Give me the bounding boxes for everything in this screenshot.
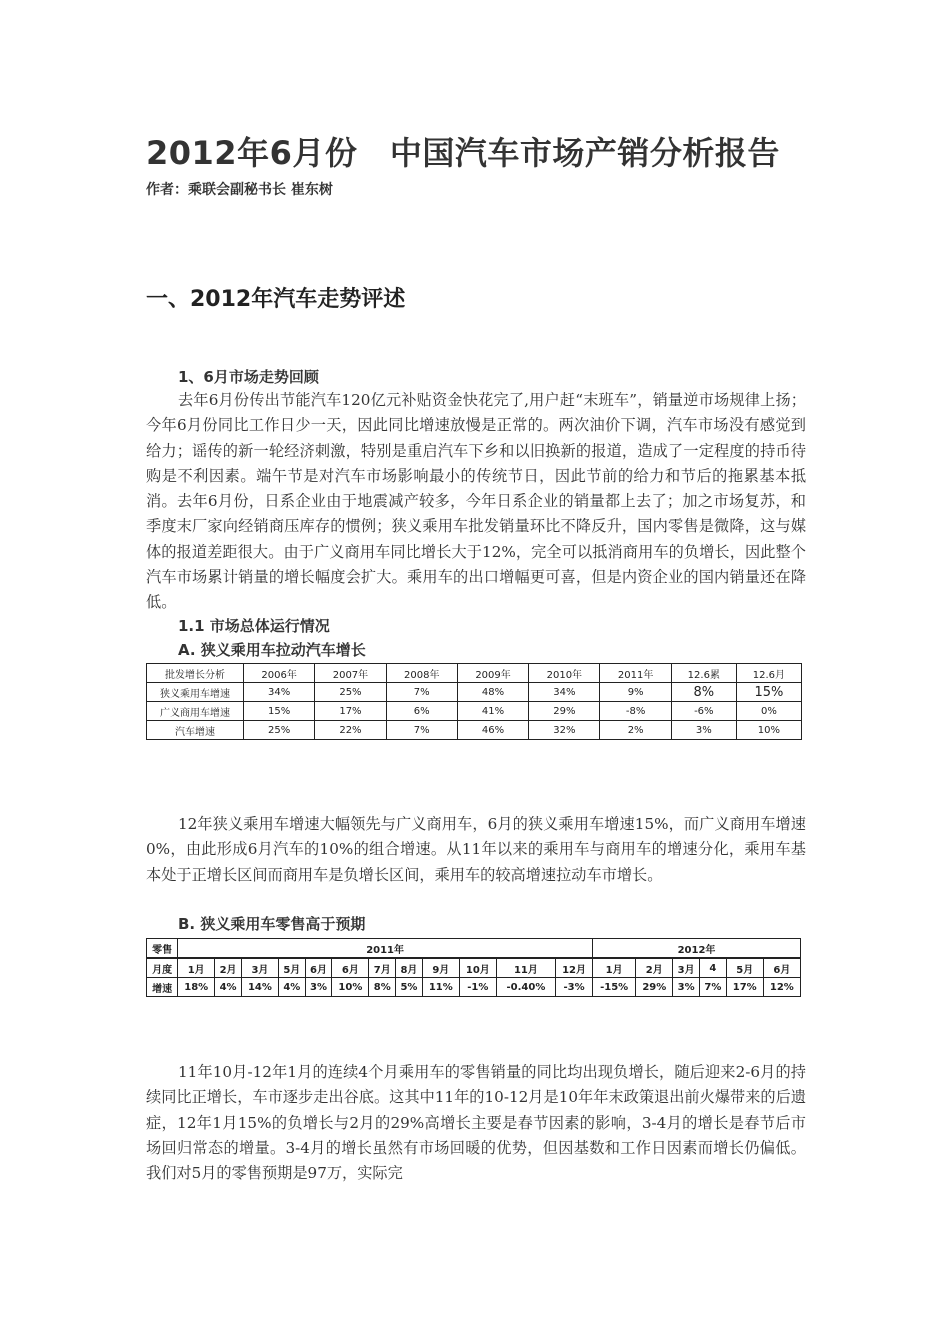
table-cell: 汽车增速 [147,721,244,740]
table-cell-year-2012: 2012年 [593,939,801,959]
table-cell: 9月 [422,958,459,978]
table-cell: 2月 [636,958,673,978]
table-cell: -0.40% [496,978,555,997]
paragraph-retail-analysis: 11年10月-12年1月的连续4个月乘用车的零售销量的同比均出现负增长，随后迎来2-6月的持续同比正增长，车市逐步走出谷底。这其中11年的10-12月是10年年末政策退出前火爆带来的后遗症，12年1月15%的负增长与2月的29%高增长主要是春节因素的影响，3-4月的增长是春节后市场回归常态的增量。3-4月的增长虽然有市场回暖的优势，但因基数和工作日因素而增长仍偏低。我们对5月的零售预期是97万，实际完 [146,1063,806,1183]
table-cell: 46% [457,721,528,740]
table-cell: 广义商用车增速 [147,702,244,721]
table-cell: 月度 [147,958,178,978]
table-cell: 5月 [278,958,305,978]
table-cell: 7% [386,683,457,702]
subsection-heading: 1、6月市场走势回顾 [178,368,319,386]
table-cell: 15% [244,702,315,721]
table-row [147,683,802,702]
subsection-heading-1-1: 1.1 市场总体运行情况 [178,617,330,635]
table-cell: 狭义乘用车增速 [147,683,244,702]
table-cell: 3% [671,721,736,740]
table-row-growth [147,978,801,997]
table-cell: 3月 [673,958,700,978]
table-cell: 17% [726,978,763,997]
table-cell: 22% [315,721,386,740]
table-cell: -3% [556,978,593,997]
table-row [147,721,802,740]
table-cell: 2007年 [315,664,386,683]
table-cell: -15% [593,978,636,997]
subsection-heading-b: B. 狭义乘用车零售高于预期 [178,915,366,933]
table-cell: 增速 [147,978,178,997]
table-cell: 12.6月 [736,664,801,683]
table-cell: 25% [244,721,315,740]
table-cell: 批发增长分析 [147,664,244,683]
table-cell: 25% [315,683,386,702]
table-row [147,702,802,721]
wholesale-growth-table [146,663,802,740]
table-cell: 4 [700,958,727,978]
table-row-months [147,958,801,978]
table-cell: 10月 [459,958,496,978]
table-cell: 4% [215,978,242,997]
table-cell: 8% [369,978,396,997]
table-cell: 6月 [305,958,332,978]
table-cell: 3% [673,978,700,997]
table-cell: 18% [178,978,215,997]
table-cell: 32% [529,721,600,740]
table-cell: 12月 [556,958,593,978]
table-cell: -8% [600,702,671,721]
table-cell: 11% [422,978,459,997]
author-line: 作者：乘联会副秘书长 崔东树 [146,182,333,198]
table-cell: 5% [396,978,423,997]
table-cell: 7% [700,978,727,997]
table-cell: 17% [315,702,386,721]
table-cell: 9% [600,683,671,702]
table-header-row [147,939,801,959]
table-cell: 1月 [593,958,636,978]
table-cell: 11月 [496,958,555,978]
table-cell: 7月 [369,958,396,978]
table-cell: 12.6累 [671,664,736,683]
table-cell: 2009年 [457,664,528,683]
table-cell: 2% [600,721,671,740]
retail-growth-table [146,938,801,997]
table-cell: 8% [671,683,736,702]
table-cell: 6% [386,702,457,721]
table-cell: 29% [636,978,673,997]
table-cell: 14% [241,978,278,997]
table-cell: 2月 [215,958,242,978]
report-title: 2012年6月份 中国汽车市场产销分析报告 [146,134,780,172]
table-cell: 12% [763,978,800,997]
table-cell: -6% [671,702,736,721]
table-cell: 零售 [147,939,178,959]
table-cell: 34% [244,683,315,702]
paragraph-growth-analysis: 12年狭义乘用车增速大幅领先与广义商用车，6月的狭义乘用车增速15%，而广义商用车增速0%，由此形成6月汽车的10%的组合增速。从11年以来的乘用车与商用车的增速分化，乘用车基本处于正增长区间而商用车是负增长区间，乘用车的较高增速拉动车市增长。 [146,815,806,884]
table-header-row [147,664,802,683]
table-cell: 6月 [763,958,800,978]
table-cell: 10% [332,978,369,997]
table-cell: 8月 [396,958,423,978]
table-cell: 2010年 [529,664,600,683]
table-cell: 29% [529,702,600,721]
table-cell: 7% [386,721,457,740]
table-cell-year-2011: 2011年 [178,939,593,959]
table-cell: 10% [736,721,801,740]
table-cell: 2006年 [244,664,315,683]
table-cell: 2011年 [600,664,671,683]
table-cell: 3月 [241,958,278,978]
table-cell: 34% [529,683,600,702]
table-cell: 0% [736,702,801,721]
table-cell: 3% [305,978,332,997]
table-cell: 1月 [178,958,215,978]
table-cell: 4% [278,978,305,997]
paragraph-market-review: 去年6月份传出节能汽车120亿元补贴资金快花完了,用户赶“末班车”，销量逆市场规律上扬；今年6月份同比工作日少一天，因此同比增速放慢是正常的。两次油价下调，汽车市场没有感觉到给力；谣传的新一轮经济刺激，特别是重启汽车下乡和以旧换新的报道，造成了一定程度的持币待购是不利因素。端午节是对汽车市场影响最小的传统节日，因此节前的给力和节后的拖累基本抵消。去年6月份，日系企业由于地震减产较多，今年日系企业的销量都上去了；加之市场复苏，和季度末厂家向经销商压库存的惯例；狭义乘用车批发销量环比不降反升，国内零售是微降，这与媒体的报道差距很大。由于广义商用车同比增长大于12%，完全可以抵消商用车的负增长，因此整个汽车市场累计销量的增长幅度会扩大。乘用车的出口增幅更可喜，但是内资企业的国内销量还在降低。 [146,391,806,612]
subsection-heading-a: A. 狭义乘用车拉动汽车增长 [178,641,366,659]
table-cell: -1% [459,978,496,997]
table-cell: 15% [736,683,801,702]
table-cell: 41% [457,702,528,721]
table-cell: 6月 [332,958,369,978]
table-cell: 48% [457,683,528,702]
section-heading: 一、2012年汽车走势评述 [146,287,406,312]
table-cell: 5月 [726,958,763,978]
table-cell: 2008年 [386,664,457,683]
